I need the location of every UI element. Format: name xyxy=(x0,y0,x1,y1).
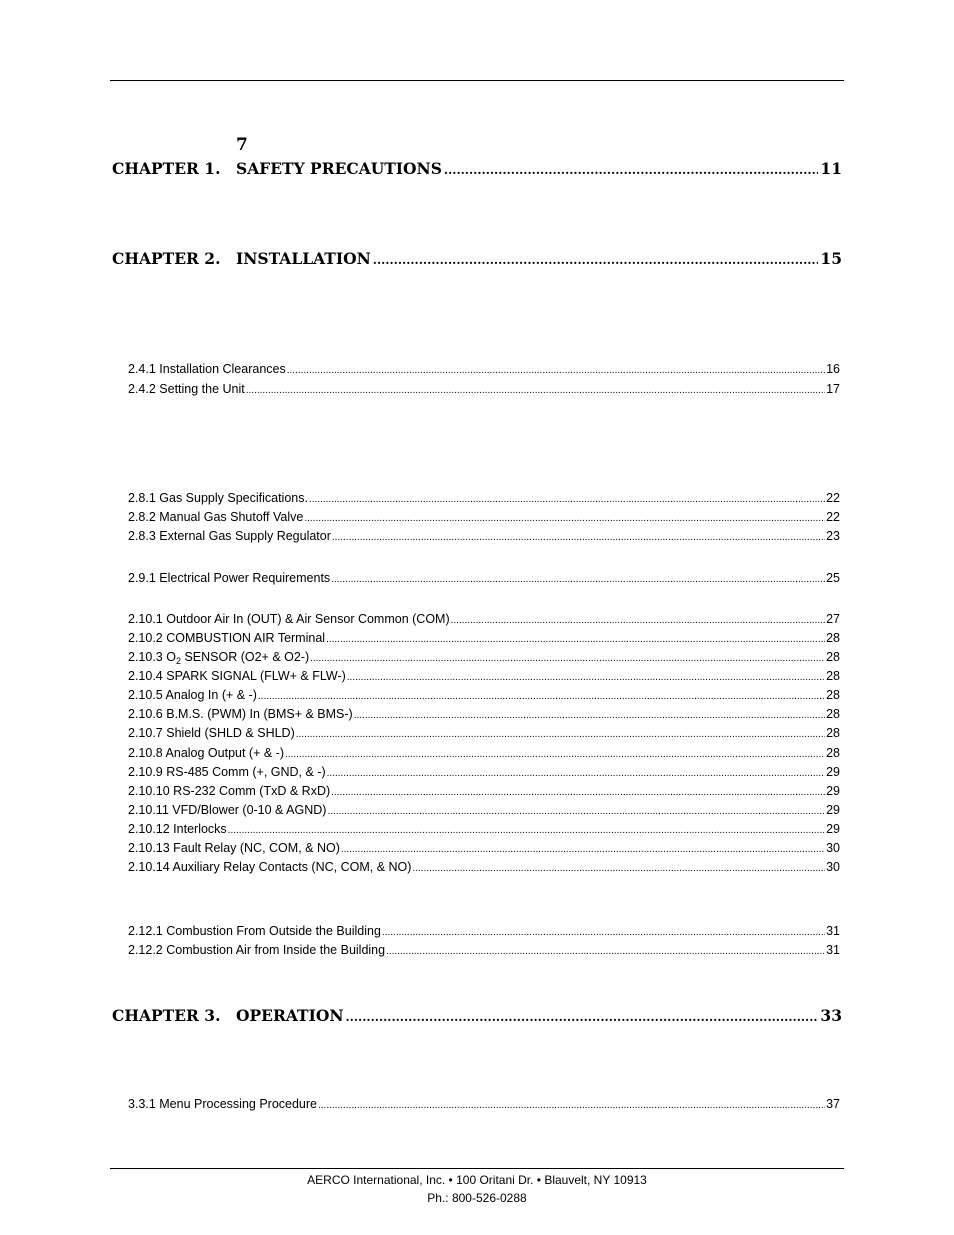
entry-title: 2.10.9 RS-485 Comm (+, GND, & -) xyxy=(128,765,326,779)
dot-leader xyxy=(296,726,825,744)
dot-leader xyxy=(326,631,825,649)
dot-leader xyxy=(412,860,825,878)
toc-entry-2-10-7[interactable] xyxy=(128,724,840,744)
dot-leader xyxy=(341,841,825,859)
entry-title: 2.8.3 External Gas Supply Regulator xyxy=(128,529,331,543)
dot-leader xyxy=(354,707,825,725)
footer-address: AERCO International, Inc. • 100 Oritani Dr. • Blauvelt, NY 10913 xyxy=(307,1173,647,1187)
entry-title: 2.4.2 Setting the Unit xyxy=(128,382,245,396)
dot-leader xyxy=(228,822,825,840)
header-rule xyxy=(110,80,844,81)
chapter-page: 15 xyxy=(820,249,842,268)
chapter-number: CHAPTER 3. xyxy=(112,1006,221,1025)
entry-page: 29 xyxy=(826,765,840,779)
chapter-page: 11 xyxy=(820,159,842,178)
toc-chapter-1[interactable] xyxy=(112,159,842,180)
toc-entry-2-12-2[interactable] xyxy=(128,941,840,961)
entry-title: 2.10.8 Analog Output (+ & -) xyxy=(128,746,284,760)
entry-title: 2.10.12 Interlocks xyxy=(128,822,227,836)
entry-page: 28 xyxy=(826,631,840,645)
dot-leader xyxy=(373,250,819,270)
dot-leader xyxy=(347,669,825,687)
dot-leader xyxy=(285,746,825,764)
toc-entry-2-10-4[interactable] xyxy=(128,667,840,687)
toc-entry-2-10-13[interactable] xyxy=(128,839,840,859)
entry-page: 28 xyxy=(826,746,840,760)
footer-phone: Ph.: 800-526-0288 xyxy=(427,1191,527,1205)
entry-page: 28 xyxy=(826,669,840,683)
dot-leader xyxy=(346,1007,819,1027)
entry-page: 31 xyxy=(826,924,840,938)
entry-title: 2.12.2 Combustion Air from Inside the Building xyxy=(128,943,386,957)
toc-entry-2-10-8[interactable] xyxy=(128,744,840,764)
toc-entry-2-8-1[interactable] xyxy=(128,489,840,509)
entry-title: 2.9.1 Electrical Power Requirements xyxy=(128,571,331,585)
chapter-number: CHAPTER 1. xyxy=(112,159,221,178)
entry-title: 2.10.10 RS-232 Comm (TxD & RxD) xyxy=(128,784,331,798)
toc-entry-2-9-1[interactable] xyxy=(128,569,840,589)
chapter-title: OPERATION xyxy=(236,1006,344,1025)
toc-entry-2-10-10[interactable] xyxy=(128,782,840,802)
entry-page: 29 xyxy=(826,803,840,817)
entry-title: 2.10.3 $O_2$ SENSOR (O2+ & O2-) xyxy=(128,650,310,666)
toc-entry-2-8-2[interactable] xyxy=(128,508,840,528)
toc-entry-2-12-1[interactable] xyxy=(128,922,840,942)
toc-entry-2-10-2[interactable] xyxy=(128,629,840,649)
footer-rule xyxy=(110,1168,844,1169)
page-number-marker: 7 xyxy=(236,135,248,155)
entry-title: 2.10.4 SPARK SIGNAL (FLW+ & FLW-) xyxy=(128,669,346,683)
entry-page: 17 xyxy=(826,382,840,396)
entry-title: 2.8.1 Gas Supply Specifications. xyxy=(128,491,308,505)
dot-leader xyxy=(382,924,825,942)
chapter-title: SAFETY PRECAUTIONS xyxy=(236,159,442,178)
entry-title: 2.12.1 Combustion From Outside the Building xyxy=(128,924,381,938)
dot-leader xyxy=(332,529,825,547)
toc-entry-3-3-1[interactable] xyxy=(128,1095,840,1115)
dot-leader xyxy=(327,765,825,783)
dot-leader xyxy=(451,612,825,630)
dot-leader xyxy=(304,510,825,528)
entry-page: 30 xyxy=(826,860,840,874)
entry-title: 3.3.1 Menu Processing Procedure xyxy=(128,1097,317,1111)
dot-leader xyxy=(386,943,825,961)
toc-entry-2-10-6[interactable] xyxy=(128,705,840,725)
toc-entry-2-10-14[interactable] xyxy=(128,858,840,878)
entry-page: 22 xyxy=(826,491,840,505)
entry-page: 28 xyxy=(826,707,840,721)
toc-entry-2-4-2[interactable] xyxy=(128,380,840,400)
toc-entry-2-10-11[interactable] xyxy=(128,801,840,821)
entry-page: 29 xyxy=(826,822,840,836)
dot-leader xyxy=(258,688,825,706)
entry-title: 2.10.13 Fault Relay (NC, COM, & NO) xyxy=(128,841,340,855)
entry-page: 30 xyxy=(826,841,840,855)
entry-title: 2.10.2 COMBUSTION AIR Terminal xyxy=(128,631,326,645)
entry-title: 2.8.2 Manual Gas Shutoff Valve xyxy=(128,510,304,524)
entry-page: 28 xyxy=(826,726,840,740)
dot-leader xyxy=(310,650,825,668)
dot-leader xyxy=(327,803,825,821)
entry-page: 28 xyxy=(826,688,840,702)
entry-page: 25 xyxy=(826,571,840,585)
dot-leader xyxy=(331,784,825,802)
chapter-number: CHAPTER 2. xyxy=(112,249,221,268)
entry-title: 2.10.5 Analog In (+ & -) xyxy=(128,688,257,702)
dot-leader xyxy=(287,362,825,380)
toc-chapter-3[interactable] xyxy=(112,1006,842,1027)
toc-chapter-2[interactable] xyxy=(112,249,842,270)
toc-entry-2-10-5[interactable] xyxy=(128,686,840,706)
toc-entry-2-8-3[interactable] xyxy=(128,527,840,547)
chapter-page: 33 xyxy=(820,1006,842,1025)
dot-leader xyxy=(309,491,825,509)
toc-entry-2-4-1[interactable] xyxy=(128,360,840,380)
toc-entry-2-10-1[interactable] xyxy=(128,610,840,630)
entry-page: 22 xyxy=(826,510,840,524)
chapter-title: INSTALLATION xyxy=(236,249,371,268)
dot-leader xyxy=(331,571,825,589)
entry-page: 27 xyxy=(826,612,840,626)
entry-title: 2.10.11 VFD/Blower (0-10 & AGND) xyxy=(128,803,327,817)
entry-title: 2.4.1 Installation Clearances xyxy=(128,362,286,376)
entry-title: 2.10.7 Shield (SHLD & SHLD) xyxy=(128,726,295,740)
entry-page: 23 xyxy=(826,529,840,543)
entry-page: 29 xyxy=(826,784,840,798)
dot-leader xyxy=(444,160,819,180)
toc-entry-2-10-9[interactable] xyxy=(128,763,840,783)
entry-page: 28 xyxy=(826,650,840,664)
entry-title: 2.10.14 Auxiliary Relay Contacts (NC, COM, & NO) xyxy=(128,860,412,874)
entry-title: 2.10.6 B.M.S. (PWM) In (BMS+ & BMS-) xyxy=(128,707,353,721)
entry-page: 31 xyxy=(826,943,840,957)
toc-entry-2-10-12[interactable] xyxy=(128,820,840,840)
dot-leader xyxy=(318,1097,825,1115)
toc-entry-2-10-3[interactable] xyxy=(128,648,840,668)
entry-title: 2.10.1 Outdoor Air In (OUT) & Air Sensor Common (COM) xyxy=(128,612,450,626)
dot-leader xyxy=(246,382,825,400)
entry-page: 16 xyxy=(826,362,840,376)
entry-page: 37 xyxy=(826,1097,840,1111)
